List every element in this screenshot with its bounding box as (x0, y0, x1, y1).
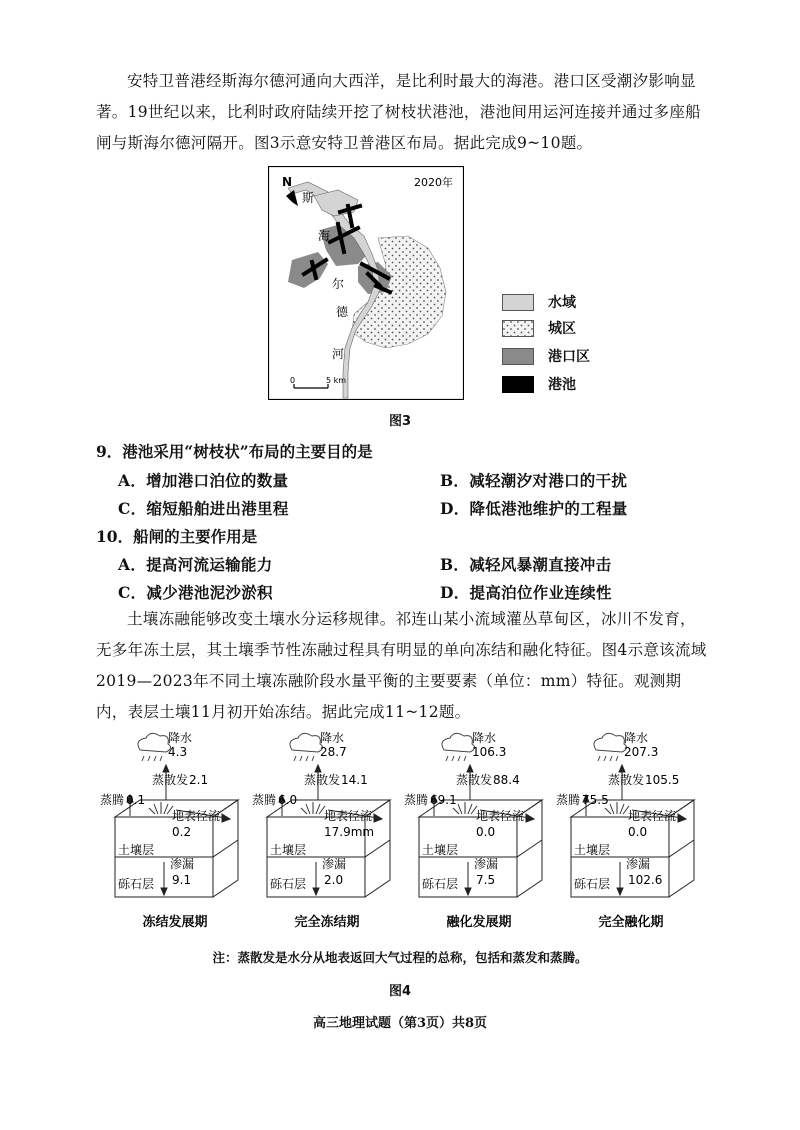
q9-option-a: A．增加港口泊位的数量 (118, 471, 289, 490)
precip-value: 106.3 (472, 745, 507, 759)
runoff-value: 0.0 (628, 825, 648, 839)
river-char-4: 德 (336, 305, 349, 319)
question-10-stem: 10．船闸的主要作用是 (96, 527, 258, 546)
precip-label: 降水 (624, 731, 649, 745)
runoff-value: 0.0 (476, 825, 496, 839)
et-label: 蒸散发 (456, 773, 493, 787)
soil-label: 土壤层 (574, 843, 611, 857)
seep-value: 2.0 (324, 873, 344, 887)
runoff-arrowhead-icon (222, 814, 230, 822)
seep-label: 渗漏 (170, 857, 195, 871)
trans-label: 蒸腾 (556, 793, 581, 807)
panel-title: 完全冻结期 (294, 915, 360, 930)
seep-arrowhead-icon (465, 888, 471, 895)
et-value: 88.4 (493, 773, 520, 787)
panel-4 (556, 722, 706, 930)
runoff-label: 地表径流 (628, 809, 677, 823)
runoff-arrowhead-icon (678, 814, 686, 822)
trans-value: 0.1 (126, 793, 146, 807)
gravel-label: 砾石层 (574, 877, 611, 891)
q10-option-d: D．提高泊位作业连续性 (440, 583, 612, 602)
et-value: 105.5 (645, 773, 680, 787)
q10-option-a: A．提高河流运输能力 (118, 555, 273, 574)
runoff-value: 17.9mm (324, 825, 375, 839)
et-label: 蒸散发 (152, 773, 189, 787)
runoff-label: 地表径流 (476, 809, 525, 823)
scale-start: 0 (290, 376, 296, 385)
legend-label-basin: 港池 (548, 377, 576, 393)
precip-label: 降水 (320, 731, 345, 745)
grass-icon (149, 802, 173, 814)
river-char-2: 海 (318, 229, 331, 243)
q9-option-c: C．缩短船舶进出港里程 (118, 499, 289, 518)
scale-end: 5 km (326, 376, 347, 385)
runoff-label: 地表径流 (324, 809, 373, 823)
precip-label: 降水 (472, 731, 497, 745)
seep-arrowhead-icon (313, 888, 319, 895)
legend-swatch-basin (502, 376, 534, 393)
et-value: 2.1 (189, 773, 209, 787)
rain-cloud-icon (594, 733, 627, 761)
et-label: 蒸散发 (304, 773, 341, 787)
page-footer: 高三地理试题（第3页）共8页 (312, 1016, 488, 1031)
trans-label: 蒸腾 (252, 793, 277, 807)
water-balance-figure (100, 722, 710, 930)
river-char-5: 河 (332, 347, 345, 361)
rain-cloud-icon (138, 733, 171, 761)
map-year: 2020年 (414, 176, 453, 189)
intro-paragraph-2: 土壤冻融能够改变土壤水分运移规律。祁连山某小流域灌丛草甸区，冰川不发育，无多年冻土层，其土壤季节性冻融过程具有明显的单向冻结和融化特征。图4示意该流域2019—2023年不同土壤冻融阶段水量平衡的主要要素（单位：mm）特征。观测期内，表层土壤11月初开始冻结。据此完成11~12题。 (96, 610, 707, 721)
q9-option-b: B．减轻潮汐对港口的干扰 (440, 471, 628, 490)
runoff-value: 0.2 (172, 825, 192, 839)
seep-label: 渗漏 (626, 857, 651, 871)
panel-1 (100, 722, 250, 930)
q10-option-b: B．减轻风暴潮直接冲击 (440, 555, 612, 574)
et-label: 蒸散发 (608, 773, 645, 787)
seep-value: 7.5 (476, 873, 496, 887)
grass-icon (301, 802, 325, 814)
runoff-arrowhead-icon (374, 814, 382, 822)
legend-swatch-city (502, 320, 534, 337)
runoff-arrowhead-icon (526, 814, 534, 822)
intro-paragraph-1: 安特卫普港经斯海尔德河通向大西洋，是比利时最大的海港。港口区受潮汐影响显著。19世纪以来，比利时政府陆续开挖了树枝状港池，港池间用运河连接并通过多座船闸与斯海尔德河隔开。图3示意安特卫普港区布局。据此完成9~10题。 (96, 72, 701, 152)
legend-swatch-water (502, 294, 534, 311)
figure-4-note: 注：蒸散发是水分从地表返回大气过程的总称，包括和蒸发和蒸腾。 (212, 950, 588, 965)
panel-title: 完全融化期 (598, 915, 664, 930)
figure-4-caption: 图4 (388, 984, 412, 999)
precip-label: 降水 (168, 731, 193, 745)
runoff-label: 地表径流 (172, 809, 221, 823)
legend-label-water: 水域 (548, 295, 576, 311)
river-char-3: 尔 (332, 277, 345, 291)
seep-value: 9.1 (172, 873, 192, 887)
precip-value: 207.3 (624, 745, 659, 759)
precip-value: 4.3 (168, 745, 188, 759)
soil-label: 土壤层 (422, 843, 459, 857)
q9-option-d: D．降低港池维护的工程量 (440, 499, 628, 518)
port-map (268, 166, 464, 400)
rain-cloud-icon (290, 733, 323, 761)
et-arrowhead-icon (619, 765, 625, 772)
trans-value: 75.5 (582, 793, 609, 807)
legend-label-port: 港口区 (548, 349, 590, 365)
trans-value: 6.0 (278, 793, 298, 807)
precip-value: 28.7 (320, 745, 347, 759)
seep-value: 102.6 (628, 873, 663, 887)
seep-arrowhead-icon (161, 888, 167, 895)
legend-label-city: 城区 (548, 321, 576, 337)
panel-3 (404, 722, 554, 930)
et-value: 14.1 (341, 773, 368, 787)
river-char-1: 斯 (302, 191, 315, 205)
et-arrowhead-icon (163, 765, 169, 772)
trans-label: 蒸腾 (404, 793, 429, 807)
seep-arrowhead-icon (617, 888, 623, 895)
north-label: N (282, 175, 293, 189)
q10-option-c: C．减少港池泥沙淤积 (118, 583, 273, 602)
et-arrowhead-icon (467, 765, 473, 772)
gravel-label: 砾石层 (270, 877, 307, 891)
seep-label: 渗漏 (322, 857, 347, 871)
seep-label: 渗漏 (474, 857, 499, 871)
legend-swatch-port (502, 348, 534, 365)
figure-3-caption: 图3 (388, 414, 412, 429)
soil-label: 土壤层 (118, 843, 155, 857)
et-arrowhead-icon (315, 765, 321, 772)
soil-label: 土壤层 (270, 843, 307, 857)
trans-label: 蒸腾 (100, 793, 125, 807)
gravel-label: 砾石层 (118, 877, 155, 891)
panel-title: 融化发展期 (446, 915, 512, 930)
question-9-stem: 9．港池采用“树枝状”布局的主要目的是 (96, 442, 373, 461)
trans-value: 69.1 (430, 793, 457, 807)
panel-title: 冻结发展期 (142, 915, 208, 930)
rain-cloud-icon (442, 733, 475, 761)
panel-2 (252, 722, 402, 930)
gravel-label: 砾石层 (422, 877, 459, 891)
